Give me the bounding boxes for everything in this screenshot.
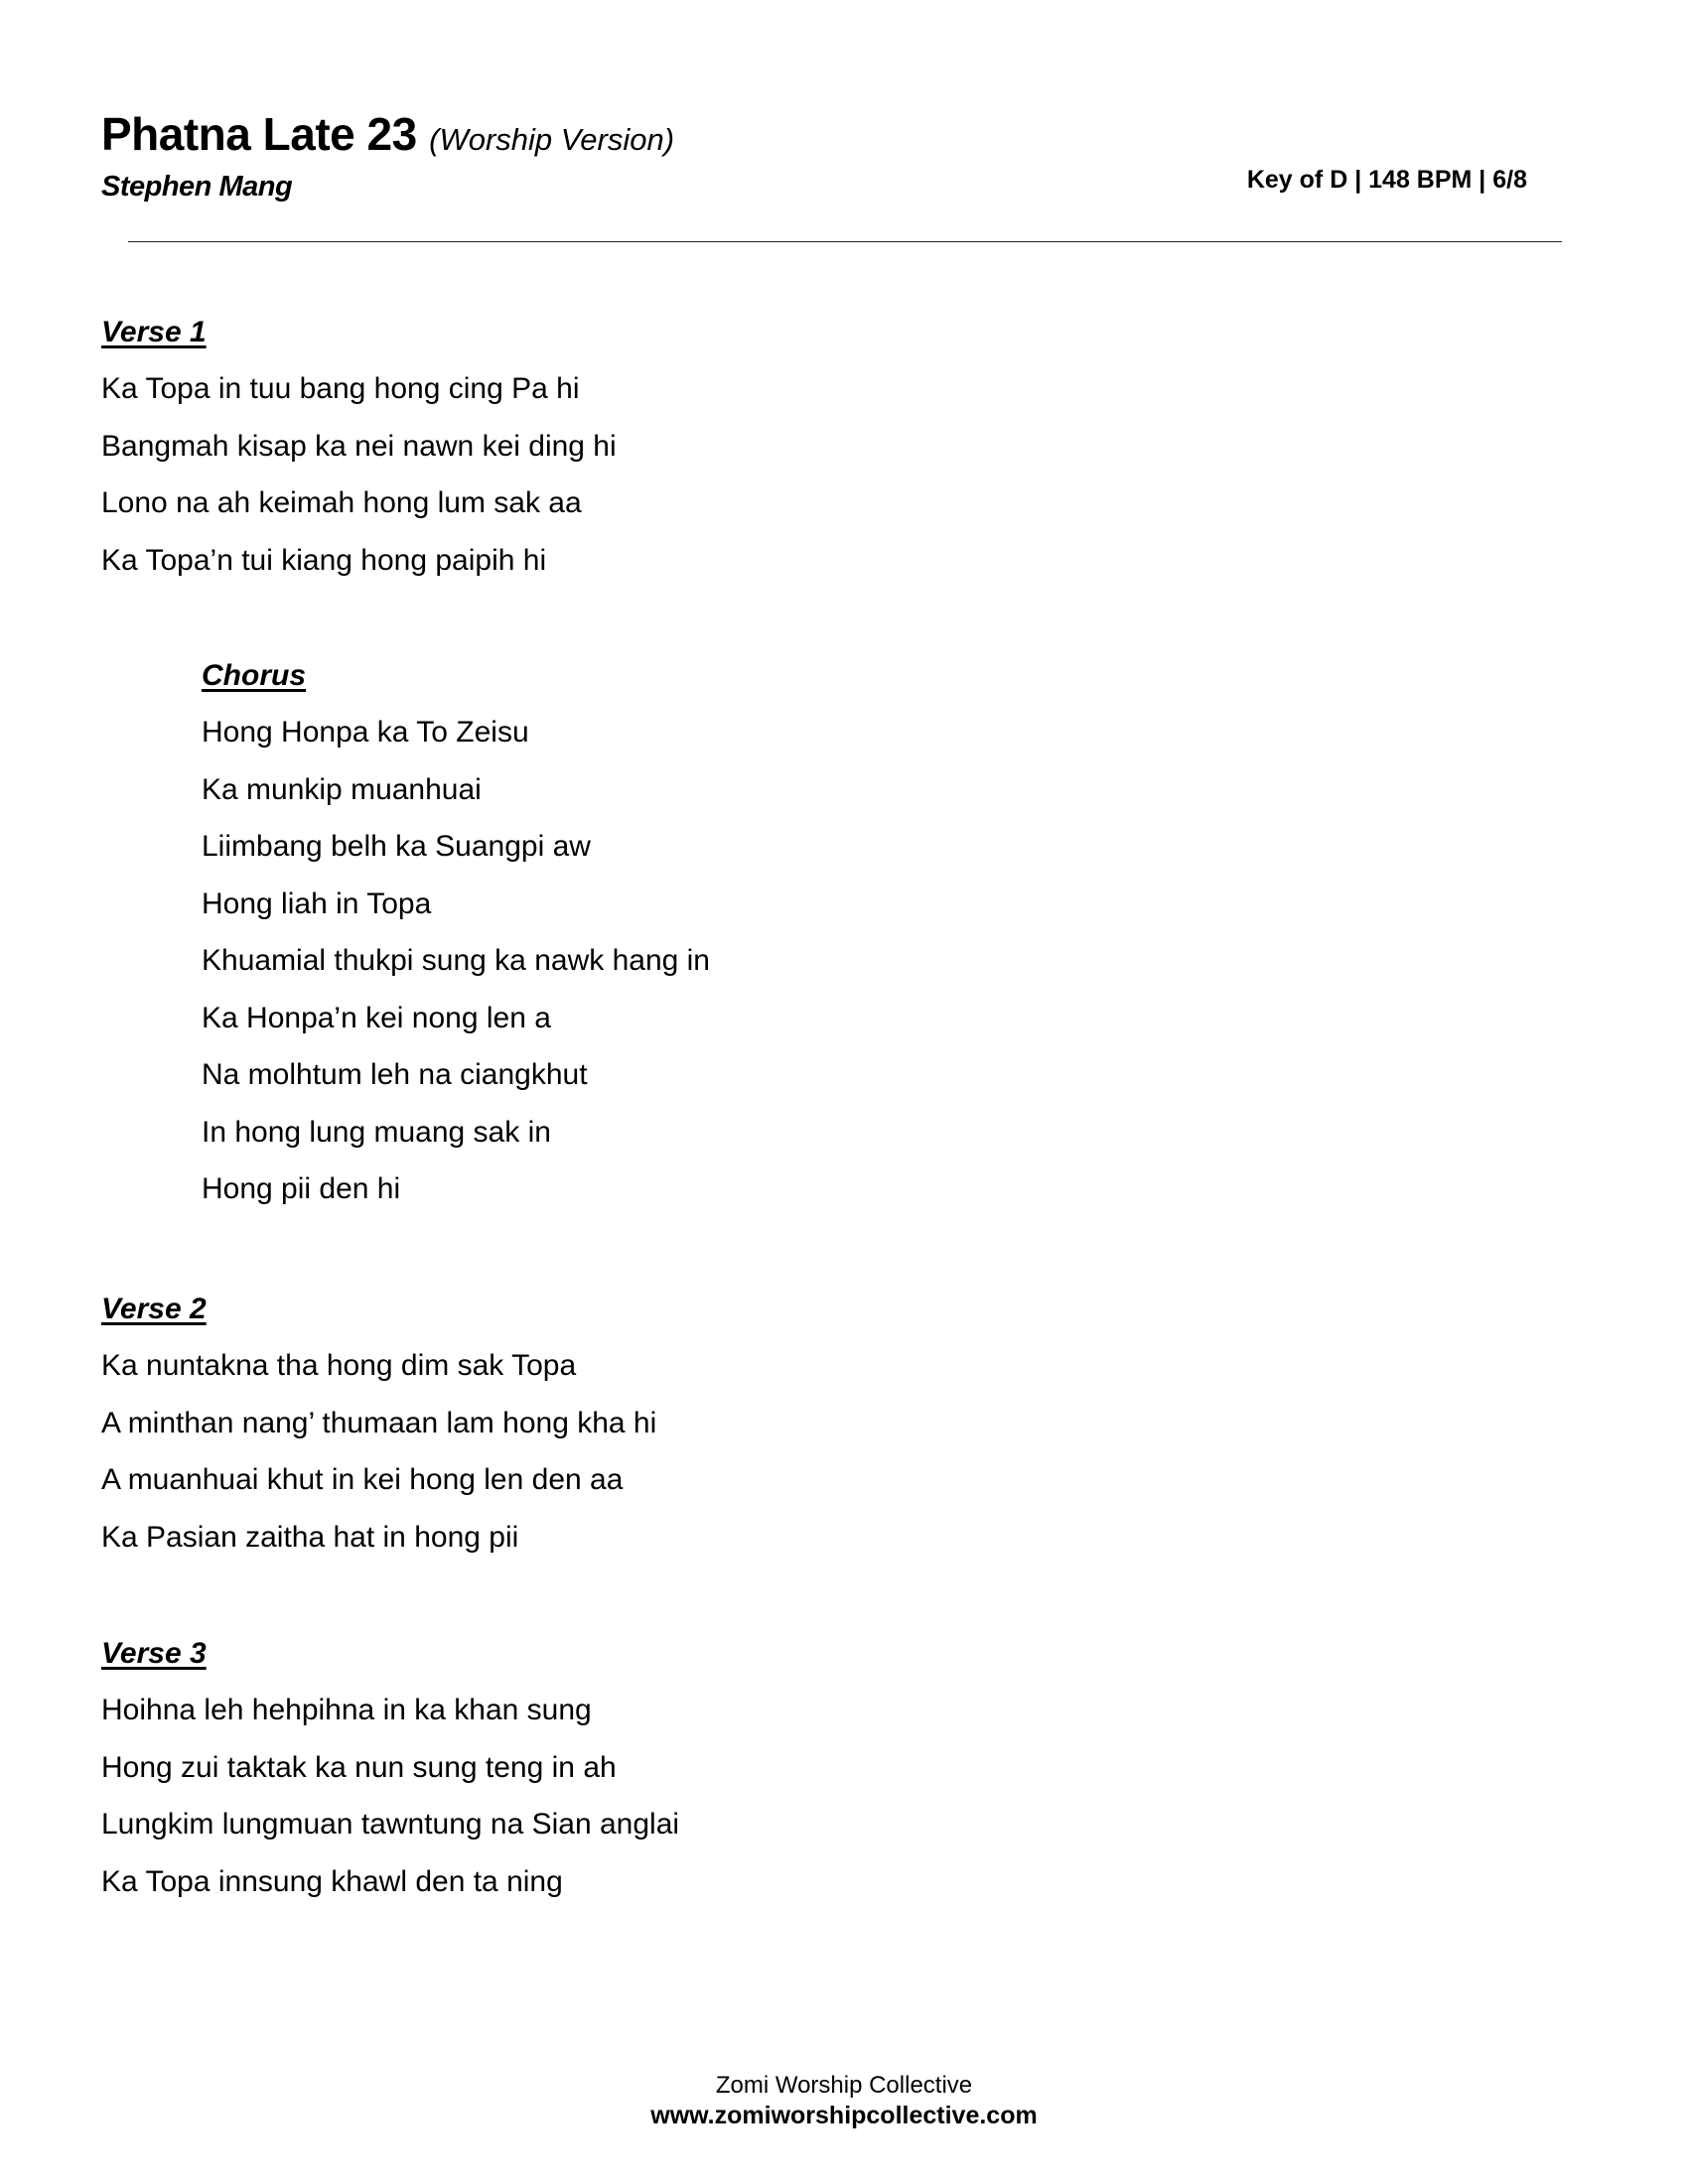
lyric-line: A minthan nang’ thumaan lam hong kha hi [101, 1406, 657, 1439]
lyric-line: Liimbang belh ka Suangpi aw [202, 830, 591, 863]
lyric-line: Lungkim lungmuan tawntung na Sian anglai [101, 1808, 680, 1841]
lyric-line: Ka Topa innsung khawl den ta ning [101, 1864, 563, 1898]
song-key-tempo-meter: Key of D | 148 BPM | 6/8 [1246, 166, 1527, 194]
footer-website-link[interactable]: www.zomiworshipcollective.com [650, 2102, 1038, 2129]
section-heading: Chorus [202, 659, 306, 692]
lyric-line: Na molhtum leh na ciangkhut [202, 1058, 588, 1091]
section-verse-1 [101, 304, 617, 589]
section-heading: Verse 2 [101, 1293, 207, 1325]
lyric-line: Hong pii den hi [202, 1172, 401, 1205]
section-heading: Verse 1 [101, 316, 207, 348]
song-title: Phatna Late 23 [101, 108, 417, 160]
song-version-subtitle: (Worship Version) [429, 122, 675, 157]
lyric-line: Ka Topa’n tui kiang hong paipih hi [101, 543, 547, 577]
lyric-line: Hong liah in Topa [202, 887, 432, 920]
lyric-line: A muanhuai khut in kei hong len den aa [101, 1463, 624, 1496]
lyric-line: Hong zui taktak ka nun sung teng in ah [101, 1750, 617, 1784]
lyric-line: In hong lung muang sak in [202, 1115, 551, 1149]
section-chorus [202, 647, 710, 1218]
section-verse-2 [101, 1281, 656, 1566]
lyric-line: Ka Honpa’n kei nong len a [202, 1001, 551, 1034]
lyric-line: Hong Honpa ka To Zeisu [202, 716, 529, 749]
song-author: Stephen Mang [101, 171, 293, 203]
section-heading: Verse 3 [101, 1637, 207, 1670]
lyric-line: Lono na ah keimah hong lum sak aa [101, 486, 582, 519]
lyric-line: Ka munkip muanhuai [202, 772, 482, 806]
lyric-line: Hoihna leh hehpihna in ka khan sung [101, 1694, 592, 1726]
title-row [101, 107, 674, 161]
header-divider [128, 241, 1562, 242]
lyric-line: Ka Topa in tuu bang hong cing Pa hi [101, 372, 580, 405]
lyric-line: Bangmah kisap ka nei nawn kei ding hi [101, 429, 617, 463]
lyric-line: Khuamial thukpi sung ka nawk hang in [202, 944, 710, 977]
footer-organization: Zomi Worship Collective [715, 2072, 973, 2099]
lyric-line: Ka nuntakna tha hong dim sak Topa [101, 1349, 577, 1382]
lyric-line: Ka Pasian zaitha hat in hong pii [101, 1520, 519, 1554]
page-footer [0, 2071, 1688, 2130]
section-verse-3 [101, 1625, 679, 1910]
